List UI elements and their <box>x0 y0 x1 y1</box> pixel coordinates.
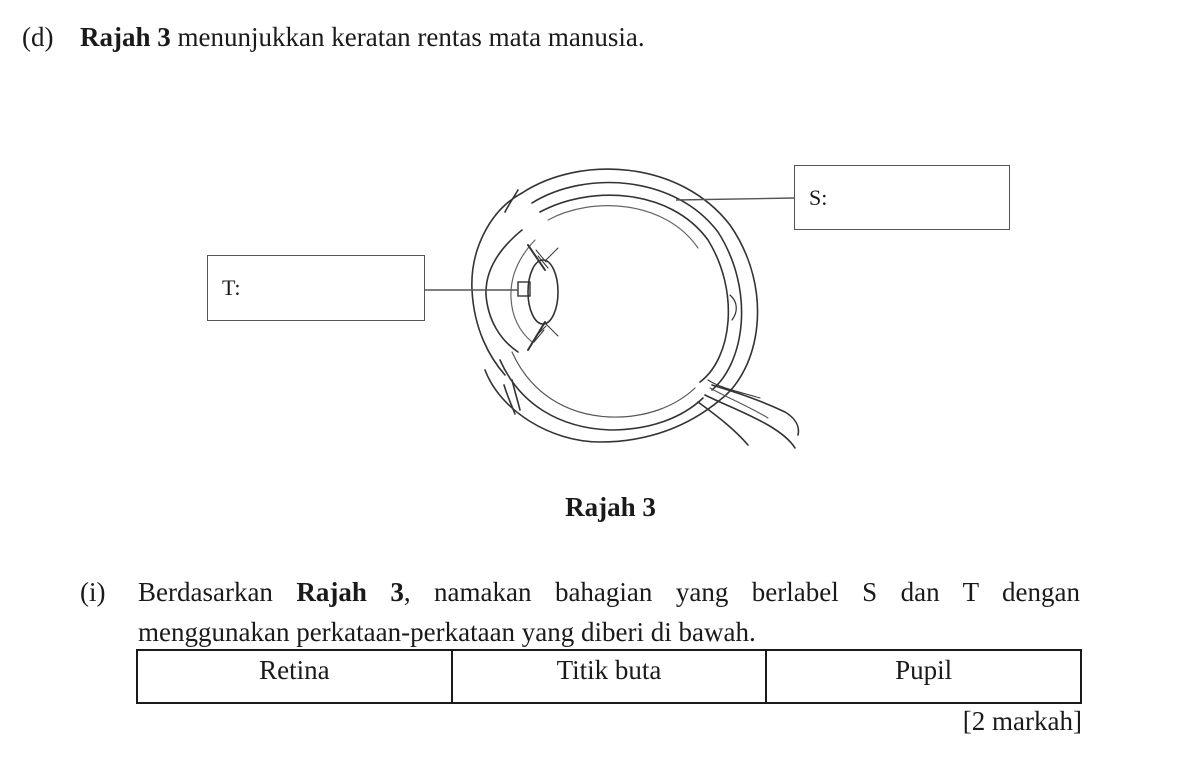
label-t: T: <box>222 275 241 300</box>
marks-label: [2 markah] <box>962 706 1082 736</box>
label-box-t <box>207 255 425 321</box>
sub-question-text <box>138 572 1080 652</box>
word-bank-item: Pupil <box>766 650 1081 703</box>
question-line <box>22 22 645 53</box>
sub-question-figure-ref: Rajah 3 <box>296 577 404 607</box>
sub-question-line1 <box>138 572 1080 612</box>
question-figure-ref: Rajah 3 <box>80 22 171 52</box>
figure-caption: Rajah 3 <box>565 492 656 522</box>
question-letter: (d) <box>22 22 54 52</box>
eye-diagram <box>200 130 1020 460</box>
sub-question-number: (i) <box>80 577 106 607</box>
word-bank-row <box>137 650 1081 703</box>
sub-question-line2: menggunakan perkataan-perkataan yang diberi di bawah. <box>138 617 756 647</box>
label-box-s <box>794 165 1010 230</box>
word-bank-item: Retina <box>137 650 452 703</box>
question-text: menunjukkan keratan rentas mata manusia. <box>170 22 645 52</box>
word-bank-table <box>136 649 1082 704</box>
word-bank-item: Titik buta <box>452 650 767 703</box>
label-s: S: <box>809 184 828 210</box>
sub-question-post: , namakan bahagian yang berlabel S dan T dengan <box>403 577 1080 607</box>
sub-question <box>80 572 1080 652</box>
sub-question-pre: Berdasarkan <box>138 577 297 607</box>
leader-line-s <box>676 198 794 200</box>
